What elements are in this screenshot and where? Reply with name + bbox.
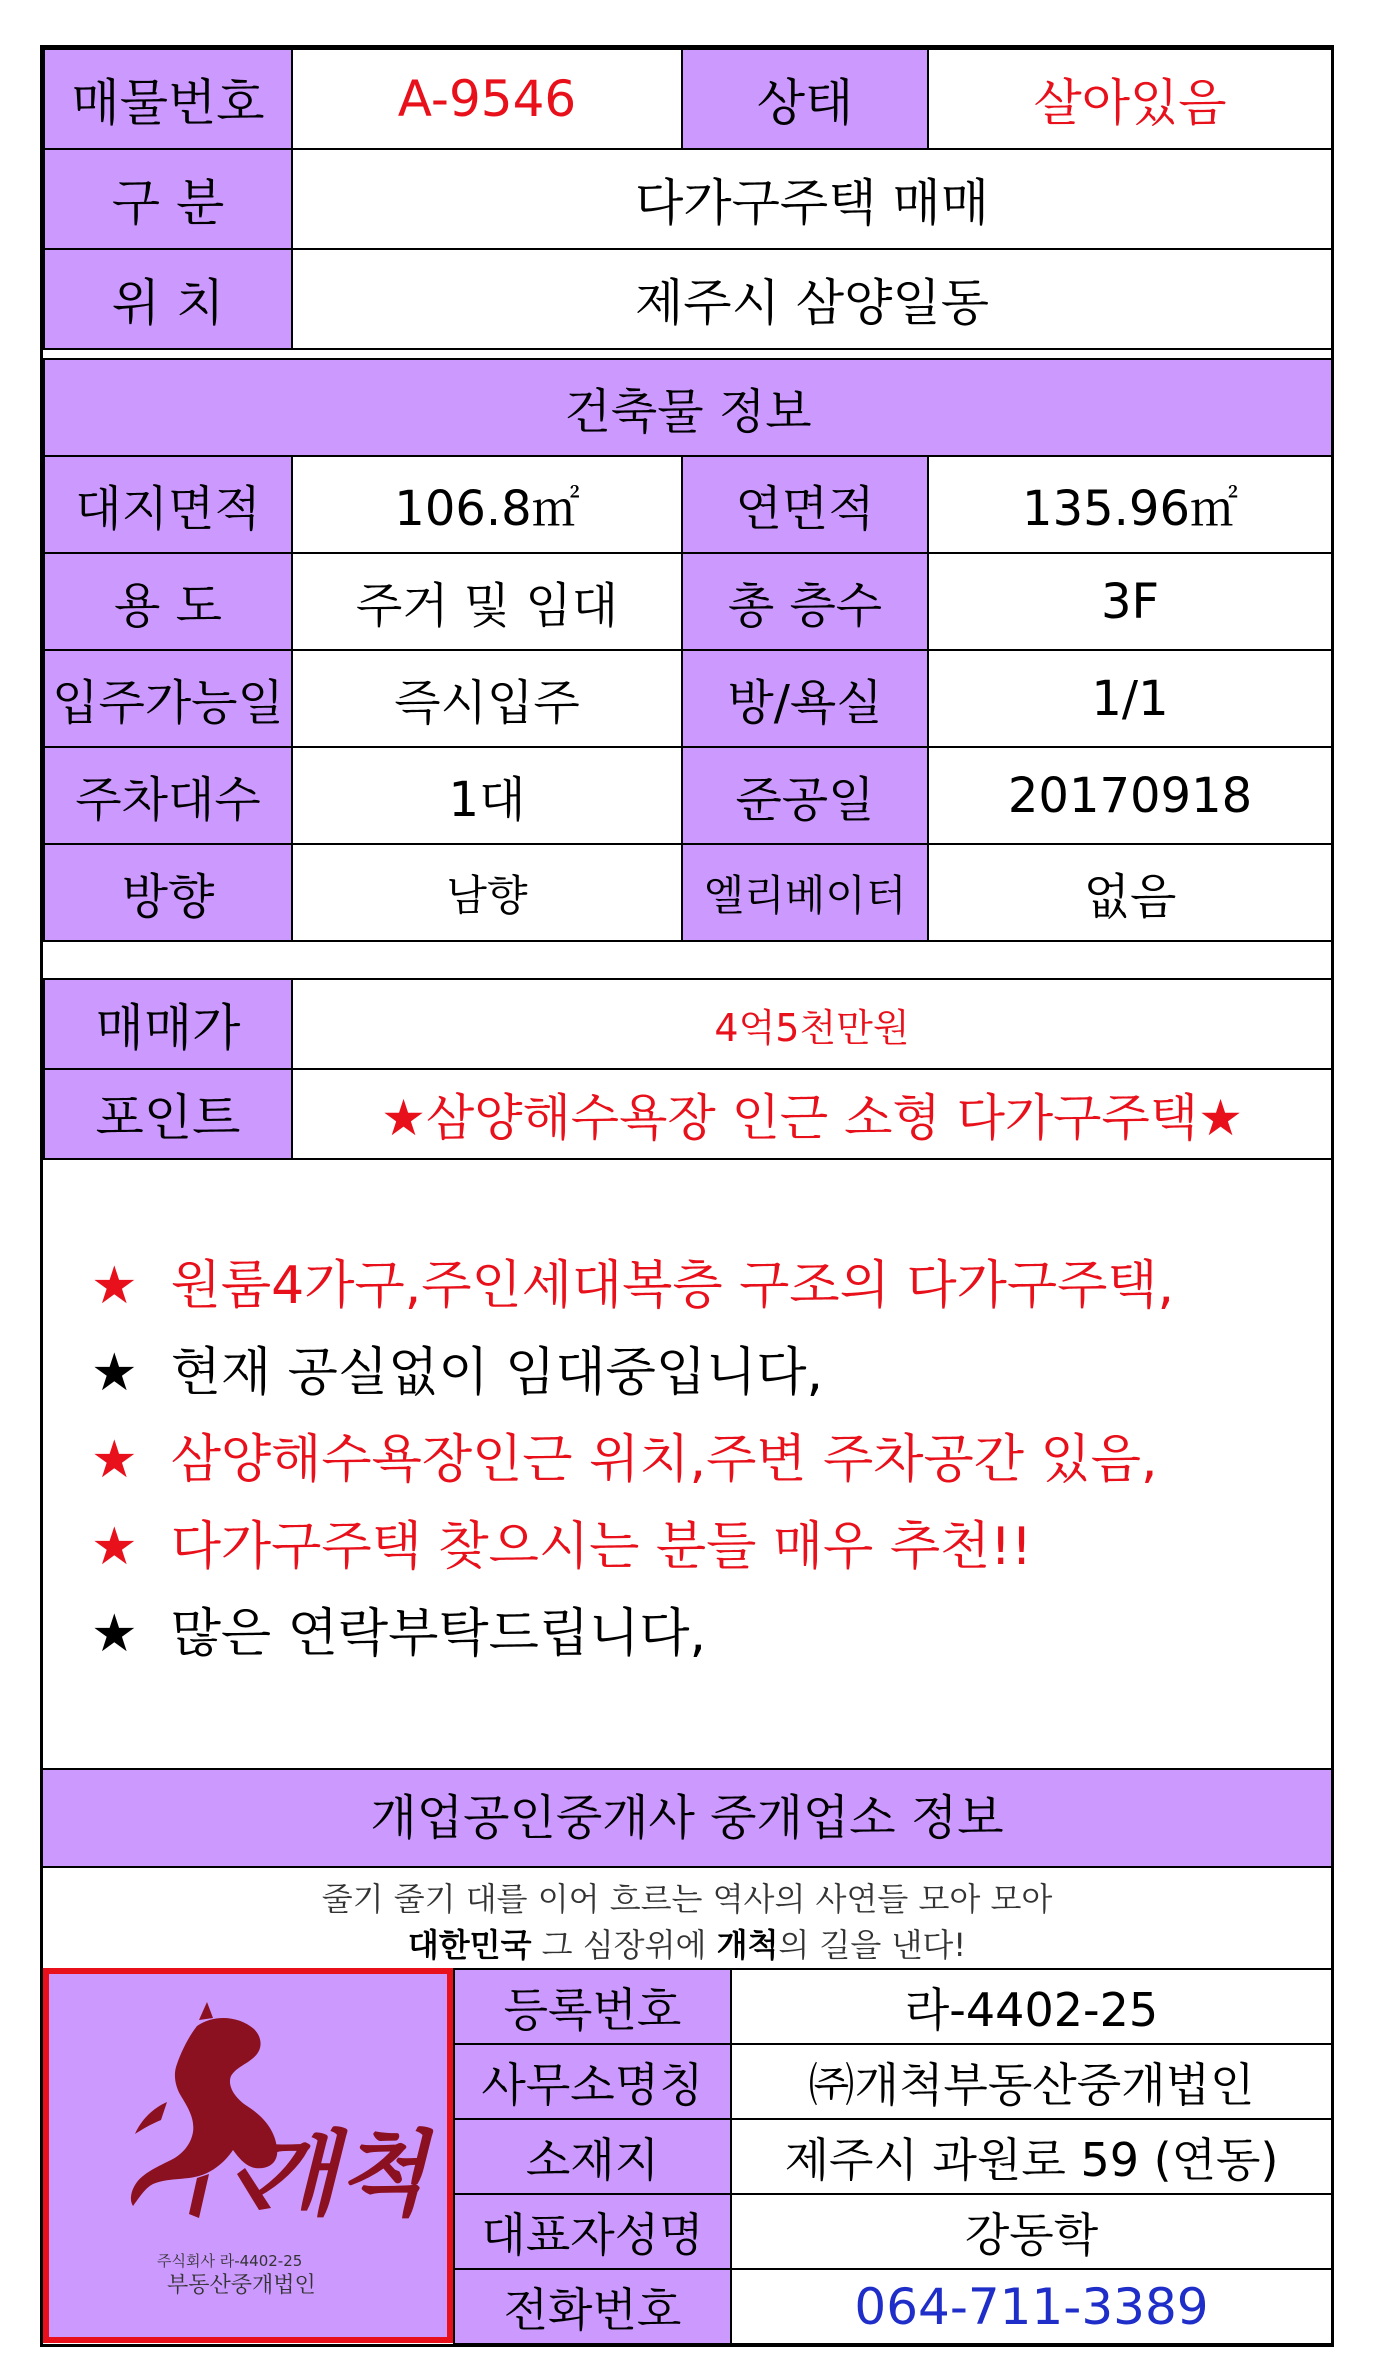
movein-label: 입주가능일 [44, 650, 292, 747]
price-label: 매매가 [44, 979, 292, 1069]
slogan-line-1: 줄기 줄기 대를 이어 흐르는 역사의 사연들 모아 모아 [321, 1880, 1053, 1918]
building-info-table [43, 358, 1333, 942]
listing-sheet [40, 45, 1334, 2347]
direction-label: 방향 [44, 844, 292, 941]
use-label: 용 도 [44, 553, 292, 650]
category-label: 구 분 [44, 149, 292, 249]
price-table [43, 978, 1333, 1160]
reg-no-value: 라-4402-25 [731, 1969, 1332, 2044]
status-label: 상태 [682, 49, 928, 149]
description-block [43, 1168, 1331, 1808]
description-line: ★ 삼양해수욕장인근 위치,주변 주차공간 있음, [91, 1430, 1158, 1490]
office-name-value: ㈜개척부동산중개법인 [731, 2044, 1332, 2119]
listing-no-label: 매물번호 [44, 49, 292, 149]
star-icon: ★ [91, 1517, 138, 1577]
logo-subtitle: 주식회사 라-4402-25 [157, 2252, 303, 2270]
direction-value: 남향 [292, 844, 682, 941]
listing-no-value: A-9546 [292, 49, 682, 149]
elevator-label: 엘리베이터 [682, 844, 928, 941]
location-value: 제주시 삼양일동 [292, 249, 1332, 349]
description-line: ★ 많은 연락부탁드립니다, [91, 1604, 707, 1664]
parking-label: 주차대수 [44, 747, 292, 844]
price-value: 4억5천만원 [292, 979, 1332, 1069]
slogan-line-2: 대한민국 그 심장위에 개척의 길을 낸다! [407, 1926, 967, 1964]
floor-area-label: 연면적 [682, 456, 928, 553]
company-logo [43, 1968, 453, 2343]
status-value: 살아있음 [928, 49, 1332, 149]
representative-label: 대표자성명 [454, 2194, 731, 2269]
representative-value: 강동학 [731, 2194, 1332, 2269]
reg-no-label: 등록번호 [454, 1969, 731, 2044]
logo-wordmark: 개척 [249, 2120, 427, 2228]
description-line: ★ 원룸4가구,주인세대복층 구조의 다가구주택, [91, 1256, 1175, 1316]
location-label: 위 치 [44, 249, 292, 349]
phone-value[interactable]: 064-711-3389 [731, 2269, 1332, 2344]
phone-label: 전화번호 [454, 2269, 731, 2344]
star-icon: ★ [91, 1343, 138, 1403]
completion-value: 20170918 [928, 747, 1332, 844]
use-value: 주거 및 임대 [292, 553, 682, 650]
description-line: ★ 다가구주택 찾으시는 분들 매우 추천!! [91, 1517, 1032, 1577]
building-info-title: 건축물 정보 [44, 359, 1332, 456]
rooms-value: 1/1 [928, 650, 1332, 747]
point-value: ★삼양해수욕장 인근 소형 다가구주택★ [292, 1069, 1332, 1159]
completion-label: 준공일 [682, 747, 928, 844]
elevator-value: 없음 [928, 844, 1332, 941]
movein-value: 즉시입주 [292, 650, 682, 747]
star-icon: ★ [91, 1604, 138, 1664]
floors-label: 총 층수 [682, 553, 928, 650]
floor-area-value: 135.96㎡ [928, 456, 1332, 553]
office-name-label: 사무소명칭 [454, 2044, 731, 2119]
address-label: 소재지 [454, 2119, 731, 2194]
land-area-value: 106.8㎡ [292, 456, 682, 553]
parking-value: 1대 [292, 747, 682, 844]
land-area-label: 대지면적 [44, 456, 292, 553]
point-label: 포인트 [44, 1069, 292, 1159]
basic-info-table [43, 48, 1333, 350]
star-icon: ★ [91, 1256, 138, 1316]
description-line: ★ 현재 공실없이 임대중입니다, [91, 1343, 824, 1403]
broker-info-title: 개업공인중개사 중개업소 정보 [43, 1768, 1331, 1868]
horse-icon [49, 1974, 447, 2337]
broker-info-table [453, 1968, 1333, 2345]
floors-value: 3F [928, 553, 1332, 650]
logo-company-name: 부동산중개법인 [167, 2273, 316, 2298]
address-value: 제주시 과원로 59 (연동) [731, 2119, 1332, 2194]
rooms-label: 방/욕실 [682, 650, 928, 747]
star-icon: ★ [91, 1430, 138, 1490]
category-value: 다가구주택 매매 [292, 149, 1332, 249]
